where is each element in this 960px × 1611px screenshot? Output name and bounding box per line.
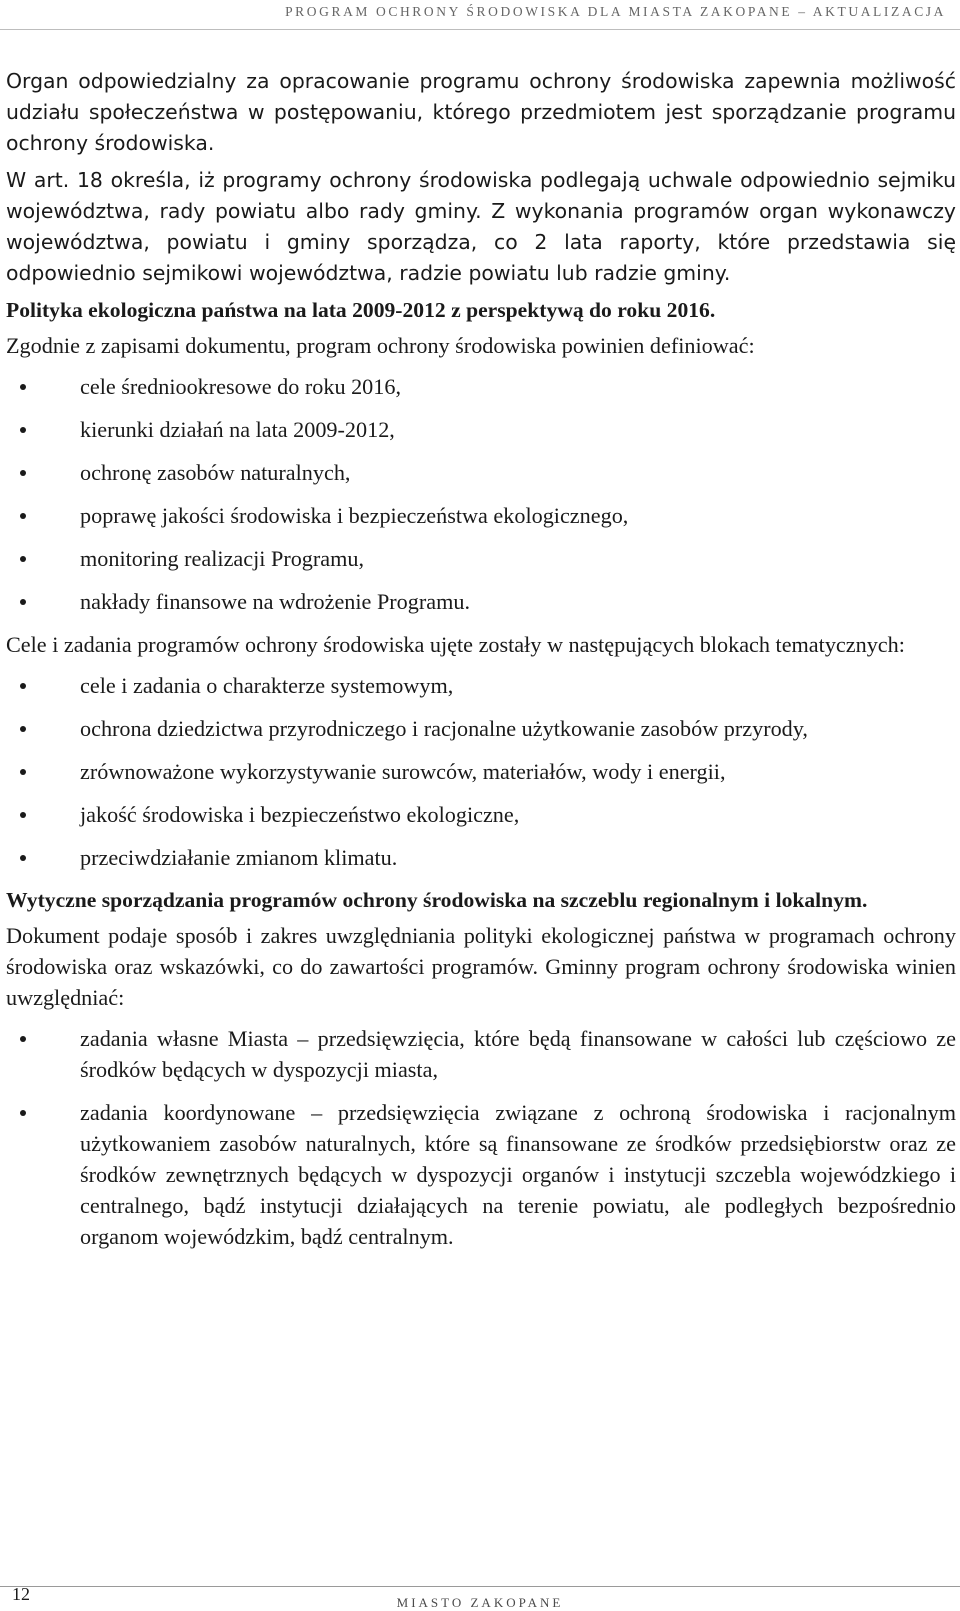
list-item: zadania własne Miasta – przedsięwzięcia, które będą finansowane w całości lub częściowo ze środków będących w dyspozycji miasta, [6,1023,956,1085]
paragraph-thematic-blocks: Cele i zadania programów ochrony środowiska ujęte zostały w następujących blokach tematycznych: [6,632,905,657]
paragraph-article-18: W art. 18 określa, iż programy ochrony środowiska podlegają uchwale odpowiednio sejmiku województwa, rady powiatu albo rady gminy. Z wykonania programów organ wykonawczy województwa, powiatu i gminy sporządza, co 2 lata raporty, które przedstawia się odpowiednio sejmikowi województwa, radzie powiatu lub radzie gminy. [6,168,956,285]
list-item: monitoring realizacji Programu, [6,543,956,574]
list-item: cele i zadania o charakterze systemowym, [6,670,956,701]
list-item: ochrona dziedzictwa przyrodniczego i racjonalne użytkowanie zasobów przyrody, [6,713,956,744]
list-item: cele średniookresowe do roku 2016, [6,371,956,402]
paragraph-participation: Organ odpowiedzialny za opracowanie programu ochrony środowiska zapewnia możliwość udziału społeczeństwa w postępowaniu, którego przedmiotem jest sporządzanie programu ochrony środowiska. [6,69,956,155]
page-number: 12 [12,1584,30,1604]
heading-guidelines: Wytyczne sporządzania programów ochrony środowiska na szczeblu regionalnym i lokalnym. [6,888,868,912]
list-municipal-tasks [6,1023,956,1252]
header-rule [0,29,960,30]
list-program-elements [6,371,956,617]
running-header: PROGRAM OCHRONY ŚRODOWISKA DLA MIASTA ZAKOPANE – AKTUALIZACJA [285,4,946,19]
list-item: ochronę zasobów naturalnych, [6,457,956,488]
paragraph-program-definition: Zgodnie z zapisami dokumentu, program ochrony środowiska powinien definiować: [6,333,755,358]
list-item: zadania koordynowane – przedsięwzięcia związane z ochroną środowiska i racjonalnym użytkowaniem zasobów naturalnych, które są finansowane ze środków przedsiębiorstw oraz ze środków zewnętrznych będących w dyspozycji organów i instytucji szczebla wojewódzkiego i centralnego, bądź instytucji działających na terenie powiatu, ale podległych bezpośrednio organom wojewódzkim, bądź centralnym. [6,1097,956,1252]
footer-rule [0,1586,960,1587]
list-thematic-blocks [6,670,956,873]
list-item: nakłady finansowe na wdrożenie Programu. [6,586,956,617]
list-item: zrównoważone wykorzystywanie surowców, materiałów, wody i energii, [6,756,956,787]
paragraph-document-scope: Dokument podaje sposób i zakres uwzględniania polityki ekologicznej państwa w programach ochrony środowiska oraz wskazówki, co do zawartości programów. Gminny program ochrony środowiska winien uwzględniać: [6,923,956,1010]
list-item: poprawę jakości środowiska i bezpieczeństwa ekologicznego, [6,500,956,531]
list-item: przeciwdziałanie zmianom klimatu. [6,842,956,873]
list-item: kierunki działań na lata 2009-2012, [6,414,956,445]
heading-eco-policy: Polityka ekologiczna państwa na lata 2009-2012 z perspektywą do roku 2016. [6,298,716,322]
list-item: jakość środowiska i bezpieczeństwo ekologiczne, [6,799,956,830]
page-content [6,66,956,1264]
footer-title: MIASTO ZAKOPANE [396,1595,564,1610]
